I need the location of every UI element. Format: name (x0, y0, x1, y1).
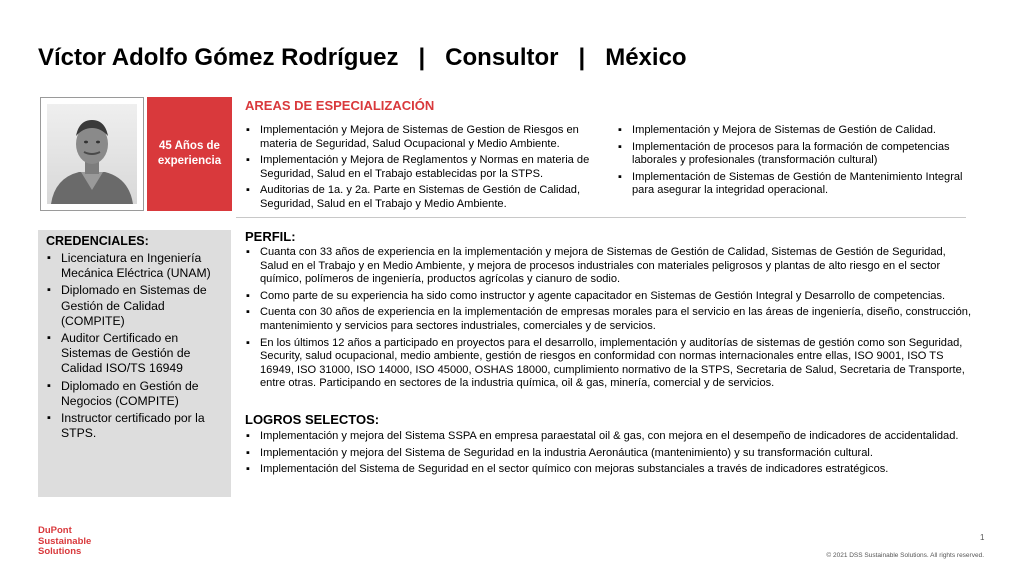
credentials-title: CREDENCIALES: (46, 234, 149, 248)
copyright-notice: © 2021 DSS Sustainable Solutions. All rights reserved. (826, 552, 984, 559)
list-item: ▪ Implementación y mejora del Sistema de Seguridad en la industria Aeronáutica (mantenimiento) y su transformación cultural. (245, 447, 975, 461)
areas-right-list (617, 124, 972, 201)
list-item: ▪ Como parte de su experiencia ha sido como instructor y agente capacitador en Sistemas de Gestión Integral y Desarrollo de competencias. (245, 290, 975, 304)
list-item: ▪ Implementación y Mejora de Sistemas de Gestión de Calidad. (617, 124, 972, 138)
list-item: ▪ Instructor certificado por la STPS. (46, 411, 228, 441)
list-item: ▪ Implementación y Mejora de Reglamentos y Normas en materia de Seguridad, Salud en el Trabajo establecidas por la STPS. (245, 154, 600, 181)
page-number: 1 (980, 533, 985, 542)
list-item: ▪ Auditorias de 1a. y 2a. Parte en Sistemas de Gestión de Calidad, Seguridad, Salud en el Trabajo y Medio Ambiente. (245, 184, 600, 211)
list-item: ▪ Implementación de procesos para la formación de competencias laborales y profesionales (transformación cultural) (617, 141, 972, 168)
perfil-list (245, 246, 975, 394)
list-item: ▪ Diplomado en Gestión de Negocios (COMPITE) (46, 379, 228, 409)
list-item: ▪ Cuanta con 33 años de experiencia en la implementación y mejora de Sistemas de Gestión de Calidad, Sistemas de Gestión de Seguridad, Salud en el Trabajo y en Medio Ambiente, y mejora de procesos industriales con materiales peligrosos y plantas de alto riesgo en el sector químico, polímeros de ingeniería, productos agrícolas y cianuro de sodio. (245, 246, 975, 287)
list-item: ▪ En los últimos 12 años a participado en proyectos para el desarrollo, implementación y auditorías de sistemas de gestión como son Seguridad, Security, salud ocupacional, medio ambiente, gestión de riesgos en conformidad con normas internacionales entre ellas, ISO 9001, ISO TS 16949, ISO 31000, ISO 14000, ISO 45000, OSHAS 18000, cumplimiento normativo de la STPS, Secretaria de Salud, Secretaria de Transporte, entre otras. Participando en sectores de la industria química, oil & gas, minería, comercial y de servicios. (245, 337, 975, 391)
logros-list (245, 430, 975, 480)
list-item: ▪ Cuenta con 30 años de experiencia en la implementación de empresas morales para el servicio en las áreas de ingeniería, diseño, construcción, mantenimiento y servicios para sectores industriales, comerciales y de servicios. (245, 306, 975, 333)
list-item: ▪ Implementación y Mejora de Sistemas de Gestion de Riesgos en materia de Seguridad, Salud Ocupacional y Medio Ambiente. (245, 124, 600, 151)
areas-title: AREAS DE ESPECIALIZACIÓN (245, 98, 435, 113)
logros-title: LOGROS SELECTOS: (245, 412, 380, 427)
list-item: ▪ Licenciatura en Ingeniería Mecánica Eléctrica (UNAM) (46, 251, 228, 281)
page-title: Víctor Adolfo Gómez Rodríguez | Consultor | México (38, 44, 687, 71)
list-item: ▪ Implementación del Sistema de Seguridad en el sector químico con mejoras substanciales a través de indicadores estratégicos. (245, 463, 975, 477)
credentials-list (46, 251, 228, 443)
credentials-panel (38, 230, 231, 497)
profile-photo (40, 97, 144, 211)
dupont-logo: DuPont Sustainable Solutions (38, 525, 92, 557)
section-divider (236, 217, 966, 218)
perfil-title: PERFIL: (245, 229, 296, 244)
list-item: ▪ Implementación de Sistemas de Gestión de Mantenimiento Integral para asegurar la integridad operacional. (617, 171, 972, 198)
years-of-experience-badge: 45 Años de experiencia (147, 97, 232, 211)
list-item: ▪ Diplomado en Sistemas de Gestión de Calidad (COMPITE) (46, 283, 228, 329)
list-item: ▪ Auditor Certificado en Sistemas de Gestión de Calidad ISO/TS 16949 (46, 331, 228, 377)
areas-left-list (245, 124, 600, 215)
list-item: ▪ Implementación y mejora del Sistema SSPA en empresa paraestatal oil & gas, con mejora en el desempeño de indicadores de accidentalidad. (245, 430, 975, 444)
